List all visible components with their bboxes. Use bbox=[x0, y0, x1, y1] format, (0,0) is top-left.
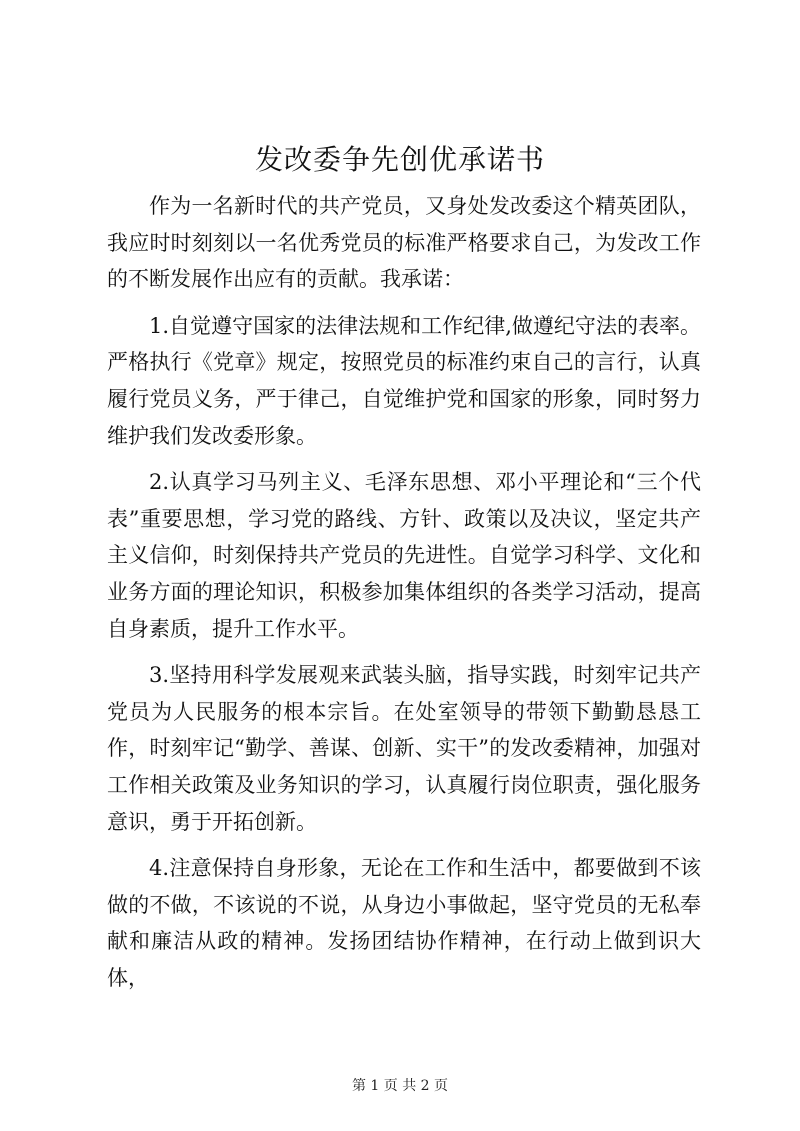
pledge-item-3: 3.坚持用科学发展观来武装头脑，指导实践，时刻牢记共产党员为人民服务的根本宗旨。在处室领导的带领下勤勤恳恳工作，时刻牢记“勤学、善谋、创新、实干”的发改委精神，加强对工作相关政策及业务知识的学习，认真履行岗位职责，强化服务意识，勇于开拓创新。 bbox=[107, 663, 701, 834]
pledge-item-1: 1.自觉遵守国家的法律法规和工作纪律,做遵纪守法的表率。严格执行《党章》规定，按照党员的标准约束自己的言行，认真履行党员义务，严于律己，自觉维护党和国家的形象，同时努力维护我们发改委形象。 bbox=[107, 313, 701, 448]
intro-paragraph: 作为一名新时代的共产党员，又身处发改委这个精英团队，我应时时刻刻以一名优秀党员的标准严格要求自己，为发改工作的不断发展作出应有的贡献。我承诺： bbox=[107, 194, 701, 292]
pledge-item-2: 2.认真学习马列主义、毛泽东思想、邓小平理论和“三个代表”重要思想，学习党的路线、方针、政策以及决议，坚定共产主义信仰，时刻保持共产党员的先进性。自觉学习科学、文化和业务方面的理论知识，积极参加集体组织的各类学习活动，提高自身素质，提升工作水平。 bbox=[107, 470, 701, 641]
pledge-item-4: 4.注意保持自身形象，无论在工作和生活中，都要做到不该做的不做，不该说的不说，从身边小事做起，坚守党员的无私奉献和廉洁从政的精神。发扬团结协作精神，在行动上做到识大体， bbox=[107, 856, 701, 990]
document-body bbox=[107, 188, 701, 1006]
page-number-footer: 第 1 页 共 2 页 bbox=[351, 1078, 449, 1094]
document-title: 发改委争先创优承诺书 bbox=[254, 143, 545, 176]
